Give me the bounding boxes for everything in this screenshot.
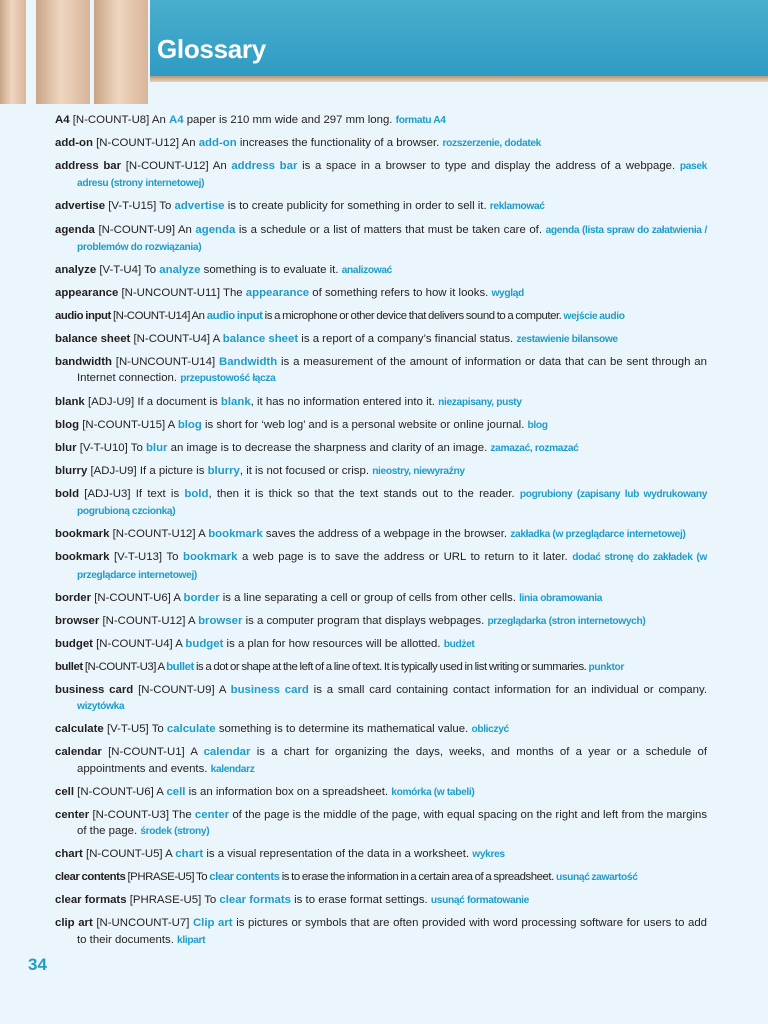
entry-term: business card	[55, 683, 134, 696]
entry-translation: usunąć zawartość	[555, 872, 638, 884]
entry-translation: analizować	[341, 264, 392, 276]
glossary-entry	[55, 526, 707, 543]
entry-term: bookmark	[55, 528, 110, 541]
glossary-entry	[55, 285, 707, 302]
glossary-entry	[55, 549, 707, 583]
entry-highlighted-term: calendar	[203, 746, 251, 759]
entry-part-of-speech: [N-COUNT-U12]	[112, 528, 196, 541]
entry-highlighted-term: bold	[184, 487, 209, 500]
entry-highlighted-term: Clip art	[192, 917, 233, 930]
entry-translation: nieostry, niewyraźny	[372, 465, 465, 477]
decorative-tab	[36, 0, 90, 104]
entry-translation: zamazać, rozmazać	[490, 442, 579, 454]
entry-definition-start: A	[175, 637, 183, 650]
glossary-entry	[55, 198, 707, 215]
entry-highlighted-term: audio input	[206, 310, 263, 323]
entry-highlighted-term: blurry	[207, 464, 240, 477]
entry-part-of-speech: [N-COUNT-U5]	[86, 848, 163, 861]
entry-term: border	[55, 591, 92, 604]
entry-highlighted-term: bullet	[166, 660, 194, 673]
glossary-entry	[55, 308, 707, 325]
entry-translation: pogrubiony (zapisany lub wydrukowany pogrubioną czcionką)	[77, 488, 708, 518]
entry-part-of-speech: [N-COUNT-U4]	[96, 637, 173, 650]
entry-part-of-speech: [N-COUNT-U6]	[94, 591, 171, 604]
glossary-entry	[55, 846, 707, 863]
entry-definition-start: If a picture is	[139, 464, 205, 477]
entry-term: bookmark	[55, 551, 110, 564]
entry-term: cell	[55, 785, 74, 798]
entry-part-of-speech: [N-COUNT-U3]	[92, 808, 170, 821]
entry-term: bandwidth	[55, 356, 112, 369]
entry-definition-start: To	[195, 871, 208, 884]
entry-definition: is a measurement of the amount of information or data that can be sent through an Internet connection.	[77, 356, 707, 385]
entry-highlighted-term: border	[183, 591, 220, 604]
entry-definition: an image is to decrease the sharpness and clarity of an image.	[170, 441, 488, 454]
entry-definition: is a schedule or a list of matters that must be taken care of.	[238, 223, 543, 236]
entry-definition: a web page is to save the address or URL to return to it later.	[241, 551, 568, 564]
entry-part-of-speech: [N-UNCOUNT-U7]	[96, 917, 190, 930]
glossary-entry	[55, 486, 707, 520]
entry-definition-start: A	[157, 660, 165, 673]
entry-part-of-speech: [N-COUNT-U9]	[138, 683, 215, 696]
entry-definition-start: A	[190, 746, 198, 759]
entry-translation: formatu A4	[395, 115, 446, 126]
glossary-entry	[55, 744, 707, 777]
entry-translation: wejście audio	[563, 311, 625, 323]
entry-highlighted-term: bookmark	[208, 528, 263, 541]
entry-highlighted-term: Bandwidth	[218, 356, 278, 369]
entry-definition-start: If a document is	[137, 395, 218, 408]
entry-term: bold	[55, 487, 80, 500]
entry-part-of-speech: [ADJ-U9]	[90, 464, 137, 477]
entry-definition: paper is 210 mm wide and 297 mm long.	[186, 114, 393, 126]
entry-term: blurry	[55, 464, 88, 477]
entry-definition: is a dot or shape at the left of a line of text. It is typically used in list writing or summaries.	[195, 660, 587, 673]
entry-term: clear contents	[55, 871, 126, 884]
entry-part-of-speech: [N-COUNT-U3]	[84, 660, 156, 673]
decorative-tab	[94, 0, 148, 104]
entry-definition-start: A	[212, 333, 220, 346]
entry-term: advertise	[55, 200, 106, 213]
entry-part-of-speech: [N-COUNT-U15]	[82, 418, 166, 431]
entry-translation: przeglądarka (stron internetowych)	[487, 615, 646, 627]
entry-highlighted-term: budget	[185, 637, 224, 650]
entry-definition-start: An	[181, 137, 196, 150]
entry-translation: reklamować	[489, 201, 545, 213]
entry-definition: is an information box on a spreadsheet.	[188, 785, 389, 798]
entry-translation: przepustowość łącza	[180, 373, 276, 385]
entry-definition: is to erase the information in a certain area of a spreadsheet.	[281, 871, 554, 884]
entry-highlighted-term: clear contents	[209, 871, 280, 884]
entry-highlighted-term: blog	[177, 418, 202, 431]
entry-definition-start: To	[159, 200, 172, 213]
page-title: Glossary	[157, 34, 266, 64]
glossary-entry	[55, 682, 707, 715]
entry-translation: punktor	[588, 661, 624, 673]
entry-definition-start: The	[222, 286, 243, 299]
entry-highlighted-term: bookmark	[182, 551, 238, 564]
entry-definition-start: A	[187, 614, 195, 627]
glossary-entry	[55, 721, 707, 738]
entry-highlighted-term: blur	[145, 441, 168, 454]
entry-definition: , it is not focused or crisp.	[239, 464, 370, 477]
entry-term: clip art	[55, 917, 93, 930]
entry-highlighted-term: address bar	[231, 160, 298, 173]
entry-term: add-on	[55, 137, 93, 150]
entry-definition-start: A	[156, 785, 164, 798]
entry-part-of-speech: [N-UNCOUNT-U11]	[121, 286, 221, 299]
entry-definition: increases the functionality of a browser.	[239, 137, 440, 150]
entry-part-of-speech: [N-COUNT-U12]	[125, 160, 209, 173]
entry-translation: pasek adresu (strony internetowej)	[77, 161, 707, 190]
entry-part-of-speech: [ADJ-U9]	[87, 395, 135, 408]
entry-definition-start: To	[151, 723, 164, 736]
entry-definition: is a report of a company’s financial status.	[301, 333, 514, 346]
entry-definition-start: The	[172, 808, 192, 821]
entry-part-of-speech: [V-T-U4]	[99, 263, 142, 276]
entry-definition: something is to evaluate it.	[203, 263, 339, 276]
entry-part-of-speech: [V-T-U10]	[79, 441, 128, 454]
glossary-entry	[55, 354, 707, 387]
entry-definition-start: To	[204, 894, 217, 907]
entry-highlighted-term: balance sheet	[222, 333, 299, 346]
entry-term: blur	[55, 441, 77, 454]
entry-translation: niezapisany, pusty	[438, 396, 522, 408]
entry-definition-start: A	[173, 591, 181, 604]
entry-translation: dodać stronę do zakładek (w przeglądarce internetowej)	[77, 552, 707, 581]
glossary-entry	[55, 659, 707, 676]
entry-definition: is a space in a browser to type and display the address of a webpage.	[302, 160, 676, 173]
entry-definition-start: An	[212, 160, 227, 173]
entry-part-of-speech: [N-COUNT-U8]	[72, 114, 150, 126]
entry-translation: komórka (w tabeli)	[391, 786, 475, 798]
entry-highlighted-term: browser	[198, 614, 243, 627]
entry-translation: blog	[527, 419, 548, 431]
decorative-tab	[0, 0, 26, 104]
entry-part-of-speech: [ADJ-U3]	[84, 487, 131, 500]
entry-translation: wykres	[472, 849, 505, 861]
glossary-entry	[55, 222, 707, 256]
glossary-entry	[55, 417, 707, 434]
entry-term: center	[55, 808, 90, 821]
entry-highlighted-term: analyze	[159, 263, 201, 276]
entry-definition: is a plan for how resources will be allotted.	[226, 637, 441, 650]
glossary-entry	[55, 463, 707, 480]
glossary-entry	[55, 892, 707, 909]
entry-definition-start: To	[144, 263, 157, 276]
glossary-entry	[55, 869, 707, 886]
entry-part-of-speech: [N-COUNT-U12]	[96, 137, 180, 150]
entry-part-of-speech: [PHRASE-U5]	[127, 871, 195, 884]
entry-term: browser	[55, 614, 100, 627]
glossary-list	[55, 112, 707, 955]
entry-definition: of the page is the middle of the page, with equal spacing on the right and left from the margins of the page.	[77, 808, 708, 837]
entry-term: chart	[55, 848, 83, 861]
entry-part-of-speech: [N-COUNT-U14]	[112, 310, 191, 323]
entry-term: calendar	[55, 746, 102, 759]
entry-part-of-speech: [N-COUNT-U12]	[102, 614, 186, 627]
entry-definition-start: A	[167, 418, 175, 431]
entry-translation: rozszerzenie, dodatek	[442, 138, 541, 150]
entry-term: address bar	[55, 160, 122, 173]
glossary-entry	[55, 915, 707, 948]
entry-translation: wizytówka	[77, 701, 125, 713]
entry-translation: wygląd	[491, 287, 524, 299]
entry-definition: is a small card containing contact information for an individual or company.	[313, 683, 707, 696]
entry-part-of-speech: [V-T-U15]	[108, 200, 157, 213]
glossary-entry	[55, 613, 707, 630]
entry-definition: is to create publicity for something in order to sell it.	[227, 200, 487, 213]
entry-definition-start: To	[130, 441, 143, 454]
entry-part-of-speech: [N-COUNT-U4]	[133, 333, 211, 346]
entry-definition-start: An	[177, 223, 192, 236]
entry-highlighted-term: advertise	[174, 200, 225, 213]
glossary-entry	[55, 440, 707, 457]
entry-definition-start: A	[218, 683, 226, 696]
entry-definition: is a computer program that displays webpages.	[245, 614, 485, 627]
entry-term: calculate	[55, 723, 104, 736]
entry-term: clear formats	[55, 894, 127, 907]
page-number: 34	[28, 955, 47, 974]
entry-definition: of something refers to how it looks.	[312, 286, 489, 299]
glossary-entry	[55, 807, 707, 840]
entry-translation: zestawienie bilansowe	[516, 334, 618, 346]
glossary-entry	[55, 784, 707, 801]
entry-definition: saves the address of a webpage in the browser.	[265, 528, 508, 541]
entry-translation: środek (strony)	[140, 825, 210, 837]
entry-term: agenda	[55, 223, 95, 236]
entry-definition: , it has no information entered into it.	[250, 395, 435, 408]
entry-part-of-speech: [V-T-U5]	[106, 723, 149, 736]
entry-part-of-speech: [V-T-U13]	[113, 551, 163, 564]
entry-highlighted-term: A4	[168, 114, 184, 126]
entry-term: audio input	[55, 310, 111, 323]
entry-highlighted-term: appearance	[245, 286, 310, 299]
glossary-entry	[55, 135, 707, 152]
entry-definition: is pictures or symbols that are often provided with word processing software for users to add to their documents.	[77, 917, 707, 946]
entry-term: analyze	[55, 263, 97, 276]
entry-highlighted-term: center	[194, 808, 230, 821]
glossary-entry	[55, 112, 707, 129]
entry-definition-start: A	[165, 848, 173, 861]
entry-part-of-speech: [N-COUNT-U1]	[108, 746, 185, 759]
entry-definition: is a chart for organizing the days, weeks, and months of a year or a schedule of appointments and events.	[77, 746, 707, 775]
glossary-entry	[55, 262, 707, 279]
entry-highlighted-term: blank	[220, 395, 251, 408]
entry-definition: is short for ‘web log’ and is a personal website or online journal.	[205, 418, 525, 431]
entry-part-of-speech: [PHRASE-U5]	[129, 894, 202, 907]
entry-highlighted-term: cell	[166, 785, 186, 798]
entry-definition: , then it is thick so that the text stands out to the reader.	[208, 487, 515, 500]
entry-highlighted-term: calculate	[166, 723, 216, 736]
entry-term: balance sheet	[55, 333, 131, 346]
entry-translation: obliczyć	[471, 724, 509, 736]
header-shadow	[150, 76, 768, 82]
entry-term: A4	[55, 114, 70, 126]
entry-highlighted-term: chart	[175, 848, 204, 861]
entry-translation: usunąć formatowanie	[430, 895, 529, 907]
entry-definition: is to erase format settings.	[294, 894, 428, 907]
entry-translation: linia obramowania	[519, 592, 603, 604]
entry-highlighted-term: business card	[230, 683, 309, 696]
glossary-entry	[55, 394, 707, 411]
entry-definition: is a visual representation of the data in a worksheet.	[206, 848, 470, 861]
entry-definition-start: An	[191, 310, 205, 323]
entry-definition-start: To	[166, 551, 179, 564]
entry-highlighted-term: agenda	[195, 223, 236, 236]
entry-translation: budżet	[443, 638, 475, 650]
entry-definition: something is to determine its mathematical value.	[218, 723, 469, 736]
entry-term: budget	[55, 637, 93, 650]
entry-term: appearance	[55, 286, 119, 299]
entry-definition: is a microphone or other device that delivers sound to a computer.	[264, 310, 562, 323]
entry-term: blog	[55, 418, 80, 431]
entry-term: bullet	[55, 660, 83, 673]
entry-definition: is a line separating a cell or group of cells from other cells.	[222, 591, 516, 604]
entry-part-of-speech: [N-COUNT-U6]	[77, 785, 154, 798]
glossary-entry	[55, 158, 707, 192]
entry-highlighted-term: add-on	[198, 137, 237, 150]
entry-translation: klipart	[177, 934, 206, 946]
entry-part-of-speech: [N-UNCOUNT-U14]	[115, 356, 216, 369]
entry-definition-start: An	[151, 114, 166, 126]
entry-translation: kalendarz	[210, 763, 255, 775]
entry-translation: zakładka (w przeglądarce internetowej)	[510, 529, 686, 541]
entry-definition-start: A	[198, 528, 206, 541]
glossary-entry	[55, 331, 707, 348]
entry-translation: agenda (lista spraw do załatwienia / problemów do rozwiązania)	[77, 224, 707, 253]
glossary-entry	[55, 636, 707, 653]
entry-highlighted-term: clear formats	[219, 894, 291, 907]
entry-part-of-speech: [N-COUNT-U9]	[98, 223, 176, 236]
entry-term: blank	[55, 395, 85, 408]
entry-definition-start: If text is	[135, 487, 180, 500]
glossary-entry	[55, 590, 707, 607]
